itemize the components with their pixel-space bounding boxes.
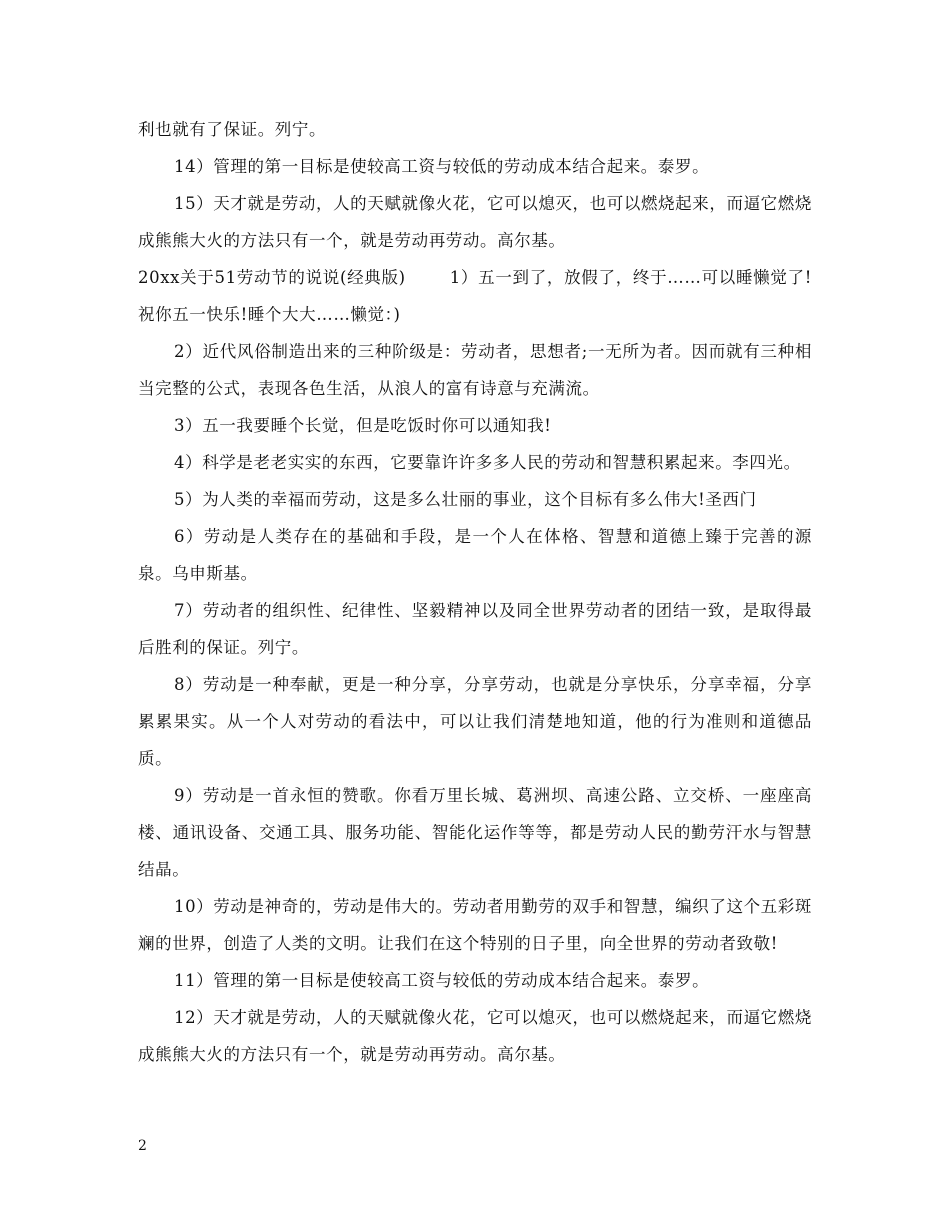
paragraph: 7）劳动者的组织性、纪律性、坚毅精神以及同全世界劳动者的团结一致，是取得最后胜利的保证。列宁。	[138, 601, 812, 657]
paragraph: 12）天才就是劳动，人的天赋就像火花，它可以熄灭，也可以燃烧起来，而逼它燃烧成熊熊大火的方法只有一个，就是劳动再劳动。高尔基。	[138, 1008, 812, 1064]
paragraph: 3）五一我要睡个长觉，但是吃饭时你可以通知我!	[174, 416, 552, 435]
paragraph: 9）劳动是一首永恒的赞歌。你看万里长城、葛洲坝、高速公路、立交桥、一座座高楼、通讯设备、交通工具、服务功能、智能化运作等等，都是劳动人民的勤劳汗水与智慧结晶。	[138, 786, 812, 879]
paragraph: 15）天才就是劳动，人的天赋就像火花，它可以熄灭，也可以燃烧起来，而逼它燃烧成熊熊大火的方法只有一个，就是劳动再劳动。高尔基。	[138, 194, 812, 250]
heading-paragraph	[138, 259, 812, 333]
paragraph: 5）为人类的幸福而劳动，这是多么壮丽的事业，这个目标有多么伟大!圣西门	[174, 490, 757, 509]
paragraph: 6）劳动是人类存在的基础和手段，是一个人在体格、智慧和道德上臻于完善的源泉。乌申斯基。	[138, 527, 812, 583]
paragraph: 2）近代风俗制造出来的三种阶级是：劳动者，思想者;一无所为者。因而就有三种相当完整的公式，表现各色生活，从浪人的富有诗意与充满流。	[138, 342, 812, 398]
heading-item: 1）五一到了，放假了，终于……可以睡懒觉了!祝你五一快乐!睡个大大……懒觉：)	[138, 268, 812, 324]
page-number: 2	[138, 1138, 147, 1154]
paragraph: 14）管理的第一目标是使较高工资与较低的劳动成本结合起来。泰罗。	[174, 157, 710, 176]
section-heading: 20xx关于51劳动节的说说(经典版)	[138, 268, 406, 287]
paragraph: 4）科学是老老实实的东西，它要靠许许多多人民的劳动和智慧积累起来。李四光。	[174, 453, 801, 472]
paragraph: 11）管理的第一目标是使较高工资与较低的劳动成本结合起来。泰罗。	[174, 971, 710, 990]
paragraph: 10）劳动是神奇的，劳动是伟大的。劳动者用勤劳的双手和智慧，编织了这个五彩斑斓的世界，创造了人类的文明。让我们在这个特别的日子里，向全世界的劳动者致敬!	[138, 897, 812, 953]
paragraph: 8）劳动是一种奉献，更是一种分享，分享劳动，也就是分享快乐，分享幸福，分享累累果实。从一个人对劳动的看法中，可以让我们清楚地知道，他的行为准则和道德品质。	[138, 675, 812, 768]
document-body	[138, 111, 812, 1073]
paragraph: 利也就有了保证。列宁。	[138, 120, 327, 139]
